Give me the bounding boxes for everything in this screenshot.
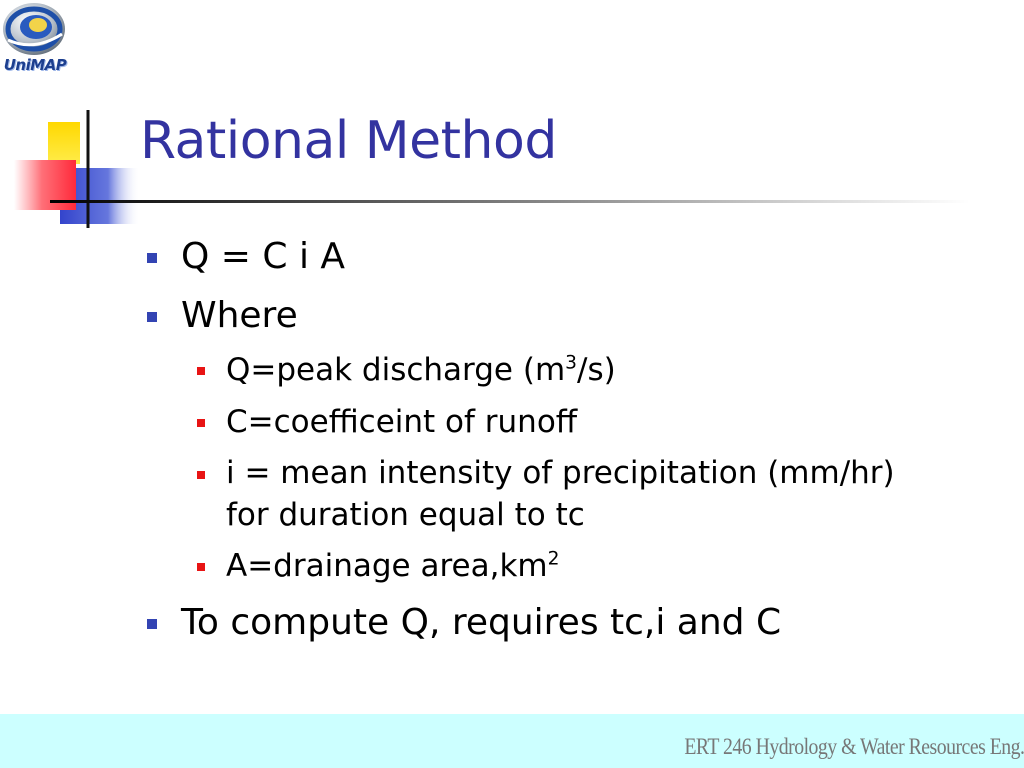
slide-title: Rational Method [140, 111, 557, 171]
sub-bullet-text: A=drainage $area,km^2$ [226, 548, 560, 584]
sub-bullet-text: Q=peak discharge $(m^3/s)$ [226, 352, 616, 388]
bullet-formula [142, 230, 1002, 283]
sub-bullet-c [187, 400, 1002, 444]
square-bullet-icon [147, 312, 157, 322]
square-bullet-icon [147, 619, 157, 629]
sub-bullet-text: C=coefficeint of runoff [226, 404, 578, 440]
square-bullet-icon [197, 471, 205, 479]
logo-emblem-icon [0, 0, 74, 60]
bullet-text: Where [181, 295, 298, 336]
bullet-text: Q = C i A [181, 236, 346, 277]
sub-bullet-i [187, 452, 1002, 536]
title-decoration [0, 100, 150, 240]
square-bullet-icon [197, 419, 205, 427]
superscript: 3 [565, 352, 577, 374]
bullet-text: To compute Q, requires tc,i and C [181, 602, 782, 643]
bullet-where [142, 289, 1002, 342]
slide-body [142, 230, 1002, 655]
square-bullet-icon [197, 367, 205, 375]
square-bullet-icon [197, 563, 205, 571]
sub-bullet-text-line2: for duration equal to tc [226, 497, 585, 533]
bullet-compute [142, 596, 1002, 649]
square-bullet-icon [147, 253, 157, 263]
unimap-logo [0, 0, 74, 82]
course-footer: ERT 246 Hydrology & Water Resources Eng. [683, 734, 1024, 759]
sub-bullet-text-line1: i = mean intensity of precipitation (mm/hr) [226, 455, 895, 491]
superscript: 2 [547, 548, 560, 570]
logo-wordmark: UniMAP [3, 56, 67, 74]
footer-band [0, 714, 1024, 768]
sub-bullet-a [187, 544, 1002, 588]
title-underline [50, 200, 970, 203]
sub-bullet-q [187, 348, 1002, 392]
